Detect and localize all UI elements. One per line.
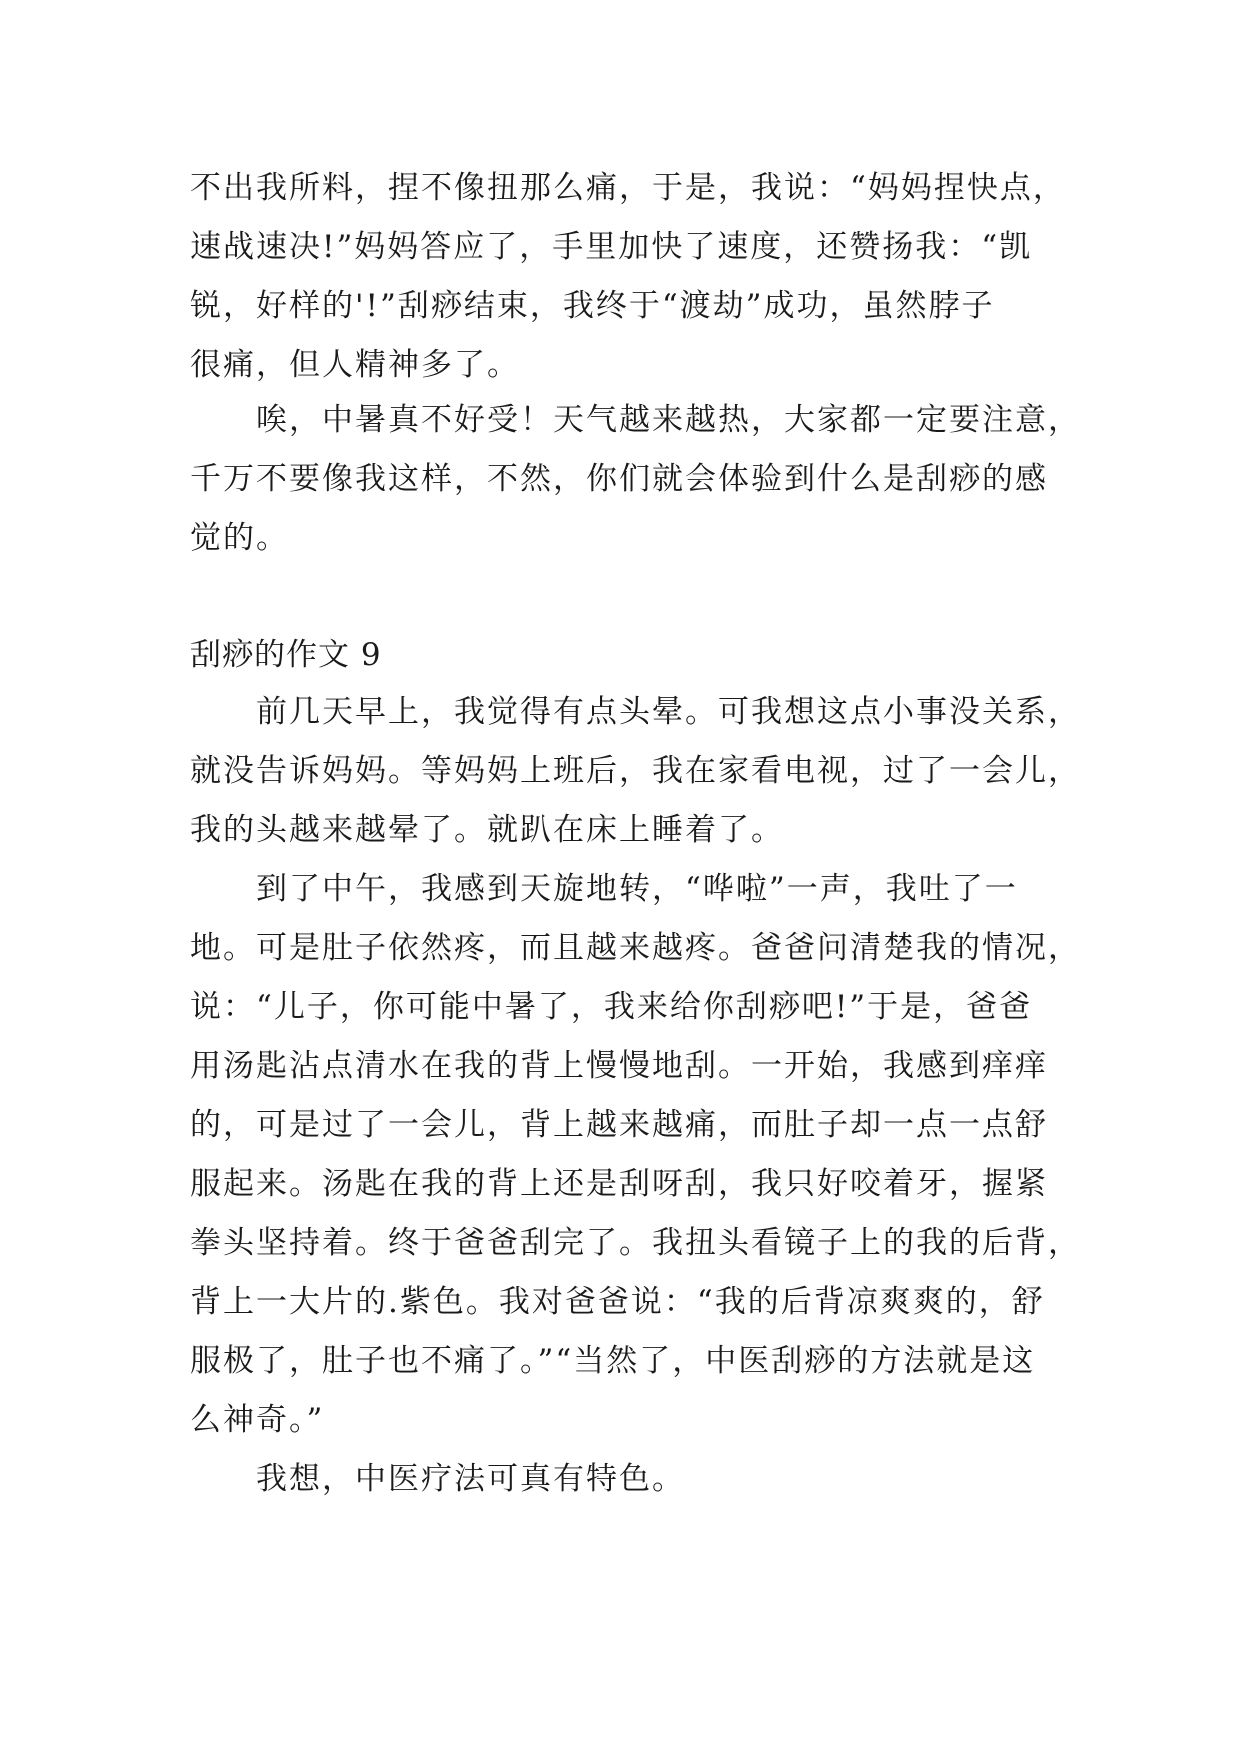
text-line: 千万不要像我这样，不然，你们就会体验到什么是刮痧的感 — [190, 461, 1048, 497]
text-line: 服极了，肚子也不痛了。”“当然了，中医刮痧的方法就是这 — [190, 1343, 1036, 1379]
section-title: 刮痧的作文 9 — [190, 637, 382, 673]
text-line: 到了中午，我感到天旋地转，“哗啦”一声，我吐了一 — [256, 871, 1018, 907]
text-line: 我的头越来越晕了。就趴在床上睡着了。 — [190, 812, 784, 848]
text-line: 么神奇。” — [190, 1402, 325, 1438]
text-line: 拳头坚持着。终于爸爸刮完了。我扭头看镜子上的我的后背， — [190, 1225, 1081, 1261]
text-line: 背上一大片的.紫色。我对爸爸说：“我的后背凉爽爽的，舒 — [190, 1284, 1045, 1320]
text-line: 很痛，但人精神多了。 — [190, 347, 520, 383]
paragraph-2 — [190, 391, 1081, 568]
text-line: 我想，中医疗法可真有特色。 — [256, 1461, 685, 1497]
text-line: 的，可是过了一会儿，背上越来越痛，而肚子却一点一点舒 — [190, 1107, 1048, 1143]
paragraph-1 — [190, 159, 1066, 395]
section-heading — [190, 626, 1052, 685]
text-line: 地。可是肚子依然疼，而且越来越疼。爸爸问清楚我的情况， — [190, 930, 1081, 966]
text-line: 前几天早上，我觉得有点头晕。可我想这点小事没关系， — [256, 694, 1081, 730]
text-line: 觉的。 — [190, 520, 289, 556]
section-body — [190, 683, 1081, 1509]
text-line: 说：“儿子，你可能中暑了，我来给你刮痧吧!”于是，爸爸 — [190, 989, 1033, 1025]
text-line: 速战速决!”妈妈答应了，手里加快了速度，还赞扬我：“凯 — [190, 229, 1033, 265]
text-line: 不出我所料，捏不像扭那么痛，于是，我说：“妈妈捏快点， — [190, 170, 1066, 206]
text-line: 就没告诉妈妈。等妈妈上班后，我在家看电视，过了一会儿， — [190, 753, 1081, 789]
text-line: 用汤匙沾点清水在我的背上慢慢地刮。一开始，我感到痒痒 — [190, 1048, 1048, 1084]
text-line: 锐，好样的'!”刮痧结束，我终于“渡劫”成功，虽然脖子 — [190, 288, 995, 324]
text-line: 唉，中暑真不好受！天气越来越热，大家都一定要注意， — [256, 402, 1081, 438]
text-line: 服起来。汤匙在我的背上还是刮呀刮，我只好咬着牙，握紧 — [190, 1166, 1048, 1202]
